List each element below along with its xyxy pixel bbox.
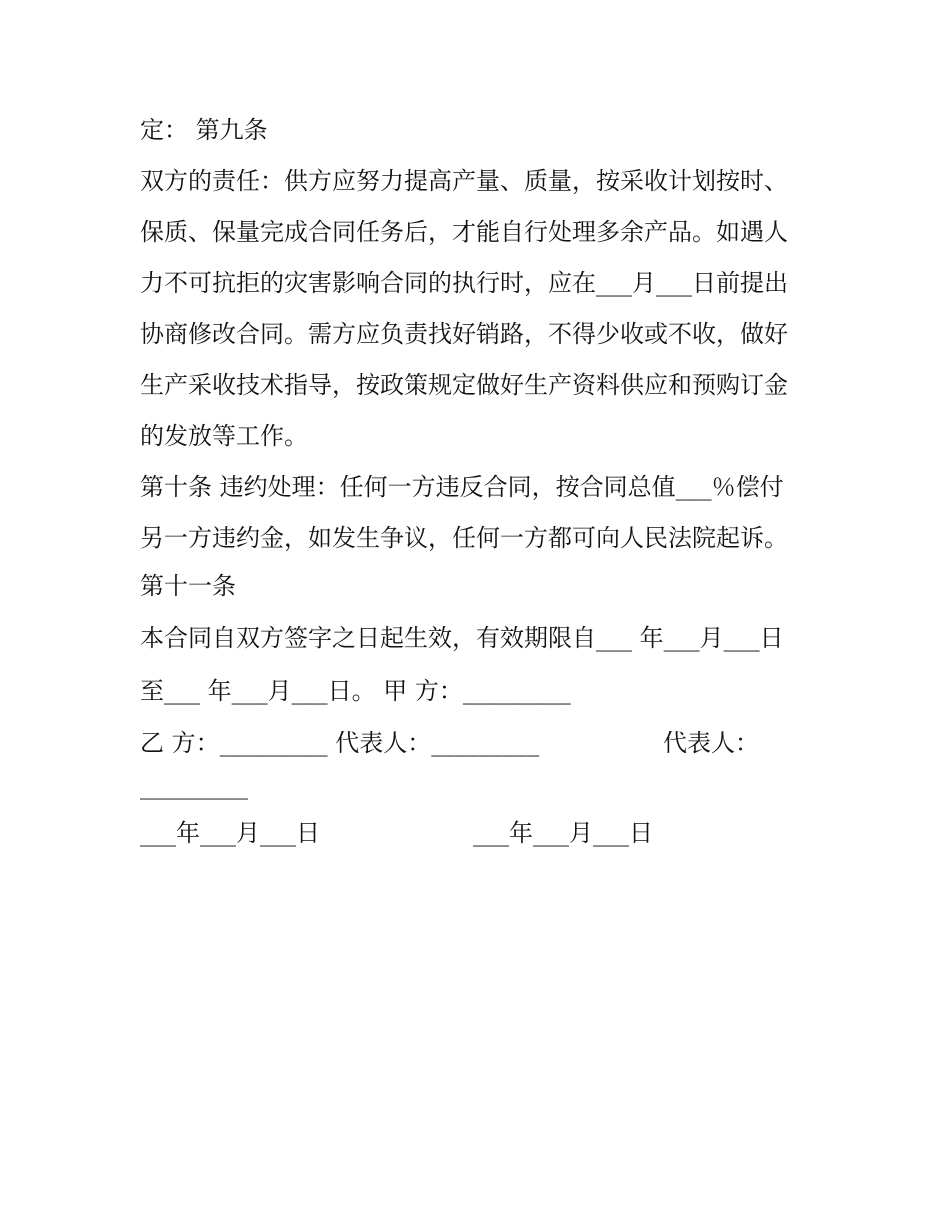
- text-line: 的发放等工作。: [140, 422, 308, 450]
- representative-blank: _________: [140, 772, 248, 800]
- text-line: 生产采收技术指导，按政策规定做好生产资料供应和预购订金: [140, 371, 788, 399]
- text-line: 保质、保量完成合同任务后，才能自行处理多余产品。如遇人: [140, 218, 788, 246]
- text-line: 定： 第九条: [140, 116, 268, 144]
- text-line: 双方的责任：供方应努力提高产量、质量，按采收计划按时、: [140, 167, 788, 195]
- text-line: 第十一条: [140, 572, 236, 600]
- date-right: ___年___月___日: [473, 819, 653, 847]
- text-line: 力不可抗拒的灾害影响合同的执行时，应在___月___日前提出: [140, 269, 788, 297]
- date-left: ___年___月___日: [140, 819, 320, 847]
- text-line: 协商修改合同。需方应负责找好销路，不得少收或不收，做好: [140, 320, 788, 348]
- representative-label: 代表人：: [663, 729, 759, 757]
- text-line: 至___ 年___月___日。 甲 方：_________: [140, 677, 571, 705]
- text-line: 乙 方：_________ 代表人：_________: [140, 729, 540, 757]
- text-line: 第十条 违约处理：任何一方违反合同，按合同总值___％偿付: [140, 473, 784, 501]
- text-line: 另一方违约金，如发生争议，任何一方都可向人民法院起诉。: [140, 524, 788, 552]
- text-line: 本合同自双方签字之日起生效，有效期限自___ 年___月___日: [140, 624, 784, 652]
